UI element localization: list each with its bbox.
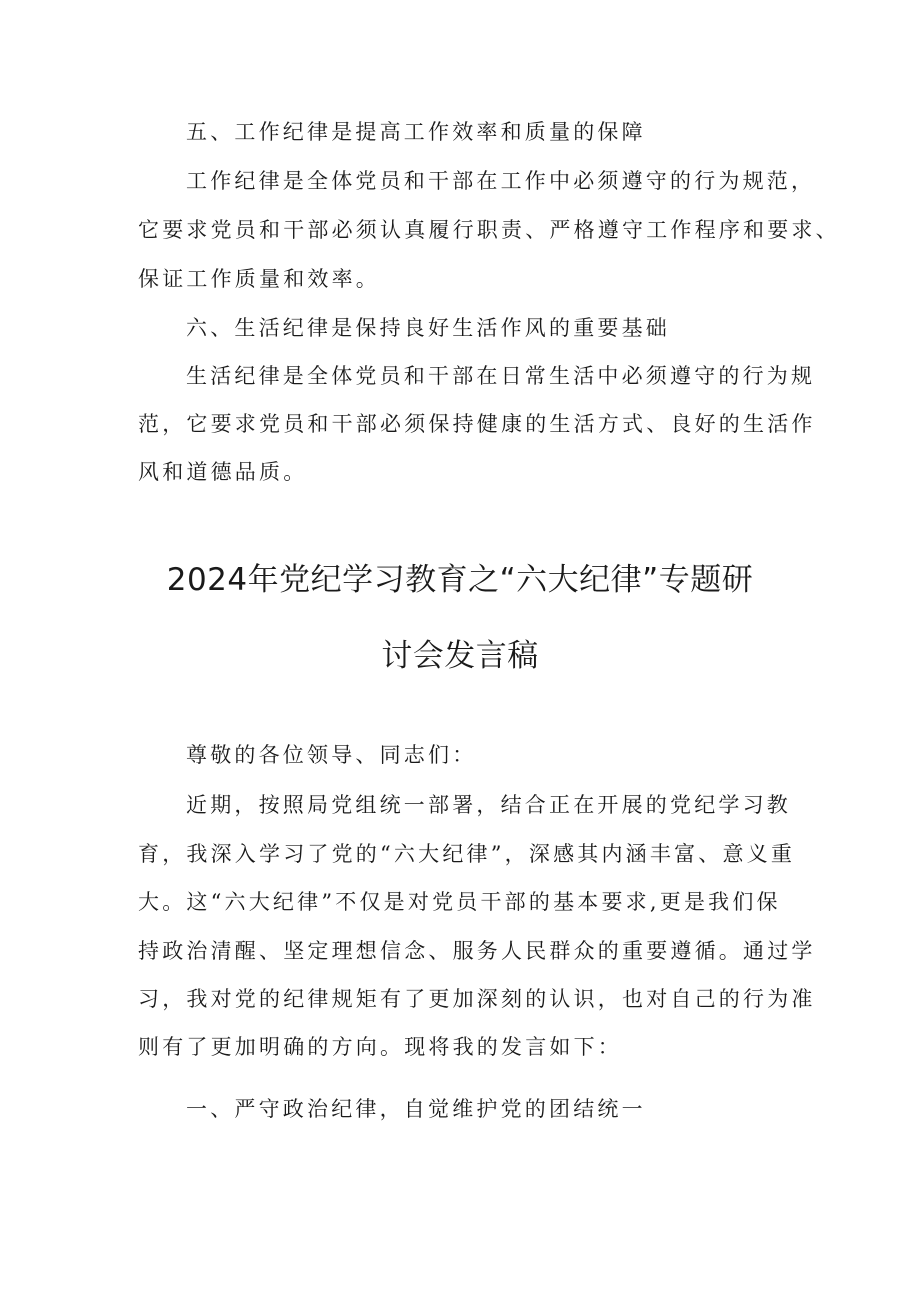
section-5-heading: 五、工作纪律是提高工作效率和质量的保障	[186, 120, 646, 144]
section-5-line-1: 工作纪律是全体党员和干部在工作中必须遵守的行为规范，	[186, 169, 816, 193]
section-6-heading: 六、生活纪律是保持良好生活作风的重要基础	[186, 316, 670, 340]
document-title-line-1: 2024年党纪学习教育之“六大纪律”专题研	[166, 562, 754, 598]
intro-line-3: 大。这“六大纪律”不仅是对党员干部的基本要求,更是我们保	[138, 890, 781, 914]
intro-line-1: 近期，按照局党组统一部署，结合正在开展的党纪学习教	[186, 793, 791, 817]
intro-line-6: 则有了更加明确的方向。现将我的发言如下：	[138, 1035, 622, 1059]
intro-line-2: 育，我深入学习了党的“六大纪律”，深感其内涵丰富、意义重	[138, 842, 796, 866]
section-6-line-3: 风和道德品质。	[138, 460, 308, 484]
section-6-line-1: 生活纪律是全体党员和干部在日常生活中必须遵守的行为规	[186, 364, 816, 388]
speech-heading-1: 一、严守政治纪律，自觉维护党的团结统一	[186, 1097, 646, 1121]
document-title-line-2: 讨会发言稿	[381, 638, 539, 674]
intro-line-4: 持政治清醒、坚定理想信念、服务人民群众的重要遵循。通过学	[138, 939, 816, 963]
intro-line-5: 习，我对党的纪律规矩有了更加深刻的认识，也对自己的行为准	[138, 987, 816, 1011]
section-5-line-3: 保证工作质量和效率。	[138, 267, 380, 291]
speech-salutation: 尊敬的各位领导、同志们：	[186, 743, 477, 767]
section-5-line-2: 它要求党员和干部必须认真履行职责、严格遵守工作程序和要求、	[138, 218, 840, 242]
section-6-line-2: 范，它要求党员和干部必须保持健康的生活方式、良好的生活作	[138, 412, 816, 436]
